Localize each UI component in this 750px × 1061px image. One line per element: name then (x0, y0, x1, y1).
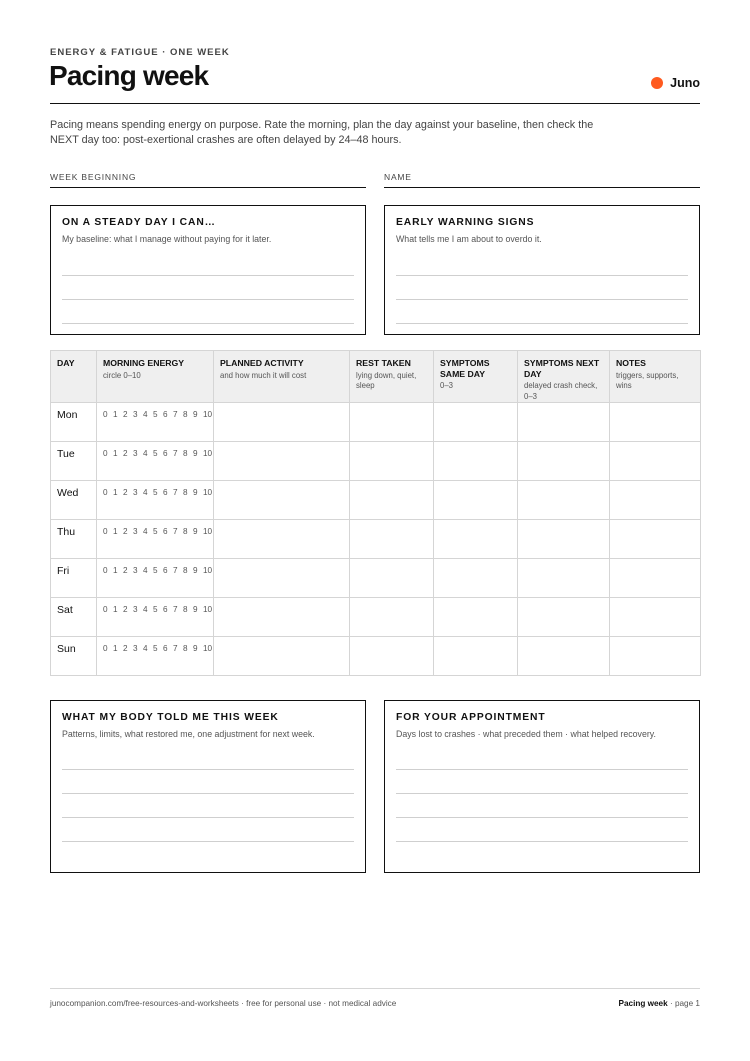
pacing-table (50, 350, 701, 676)
writing-line (62, 793, 354, 794)
energy-scale-cell[interactable] (97, 598, 214, 637)
writing-line (396, 817, 688, 818)
writing-line (396, 275, 688, 276)
energy-scale-number[interactable]: 9 (193, 527, 198, 536)
energy-scale-number[interactable]: 4 (143, 644, 148, 653)
day-label: Sat (57, 604, 73, 616)
symptoms-same-day-cell[interactable] (434, 481, 518, 520)
energy-scale-number[interactable]: 9 (193, 566, 198, 575)
notes-cell[interactable] (610, 559, 701, 598)
writing-line (62, 299, 354, 300)
energy-scale-number[interactable]: 7 (173, 566, 178, 575)
footer-text: junocompanion.com/free-resources-and-worksheets · free for personal use · not medical advice (50, 999, 397, 1008)
col-day: DAY (51, 351, 97, 403)
energy-scale-number[interactable]: 7 (173, 410, 178, 419)
energy-scale-number[interactable]: 2 (123, 488, 128, 497)
week-beginning-label: WEEK BEGINNING (50, 172, 137, 182)
energy-scale-number[interactable]: 10 (203, 527, 213, 536)
rest-taken-cell[interactable] (350, 520, 434, 559)
day-label: Tue (57, 448, 75, 460)
energy-scale-number[interactable]: 9 (193, 605, 198, 614)
energy-scale-number[interactable]: 2 (123, 566, 128, 575)
writing-line (396, 323, 688, 324)
energy-scale-number[interactable]: 0 (103, 527, 108, 536)
planned-activity-cell[interactable] (214, 481, 350, 520)
rest-taken-cell[interactable] (350, 442, 434, 481)
symptoms-same-day-cell[interactable] (434, 559, 518, 598)
rest-taken-cell[interactable] (350, 559, 434, 598)
energy-scale-number[interactable]: 4 (143, 488, 148, 497)
energy-scale-cell[interactable] (97, 481, 214, 520)
energy-scale-number[interactable]: 8 (183, 449, 188, 458)
col-planned-activity: PLANNED ACTIVITY and how much it will cost (214, 351, 350, 403)
energy-scale-number[interactable]: 8 (183, 410, 188, 419)
table-row (51, 520, 701, 559)
writing-line (62, 323, 354, 324)
energy-scale-number[interactable]: 3 (133, 644, 138, 653)
energy-scale-cell[interactable] (97, 637, 214, 676)
energy-scale-number[interactable]: 8 (183, 605, 188, 614)
energy-scale-number[interactable]: 10 (203, 488, 213, 497)
rest-taken-cell[interactable] (350, 481, 434, 520)
energy-scale-number[interactable]: 4 (143, 449, 148, 458)
energy-scale-number[interactable]: 9 (193, 410, 198, 419)
energy-scale-number[interactable]: 7 (173, 449, 178, 458)
energy-scale-number[interactable]: 0 (103, 488, 108, 497)
energy-scale-number[interactable]: 1 (113, 605, 118, 614)
energy-scale-number[interactable]: 1 (113, 644, 118, 653)
energy-scale-number[interactable]: 6 (163, 566, 168, 575)
day-cell (51, 481, 97, 520)
energy-scale-number[interactable]: 6 (163, 605, 168, 614)
energy-scale-number[interactable]: 8 (183, 566, 188, 575)
energy-scale-number[interactable]: 1 (113, 449, 118, 458)
planned-activity-cell[interactable] (214, 598, 350, 637)
footer-rule (50, 988, 700, 989)
day-cell (51, 598, 97, 637)
energy-scale-number[interactable]: 3 (133, 527, 138, 536)
symptoms-same-day-cell[interactable] (434, 520, 518, 559)
energy-scale-number[interactable]: 0 (103, 566, 108, 575)
energy-scale-number[interactable]: 10 (203, 410, 213, 419)
day-label: Thu (57, 526, 76, 538)
table-row (51, 403, 701, 442)
body-told-me-title: WHAT MY BODY TOLD ME THIS WEEK (62, 712, 279, 723)
planned-activity-cell[interactable] (214, 637, 350, 676)
energy-scale-number[interactable]: 1 (113, 566, 118, 575)
energy-scale-number[interactable]: 3 (133, 410, 138, 419)
page-title: Pacing week (49, 60, 209, 91)
col-symptoms-same-day: SYMPTOMS SAME DAY 0–3 (434, 351, 518, 403)
energy-scale-number[interactable]: 3 (133, 449, 138, 458)
energy-scale-number[interactable]: 6 (163, 410, 168, 419)
energy-scale-number[interactable]: 4 (143, 410, 148, 419)
energy-scale-number[interactable]: 5 (153, 449, 158, 458)
symptoms-next-day-cell[interactable] (518, 598, 610, 637)
symptoms-same-day-cell[interactable] (434, 403, 518, 442)
energy-scale-number[interactable]: 7 (173, 644, 178, 653)
day-cell (51, 442, 97, 481)
energy-scale-number[interactable]: 0 (103, 644, 108, 653)
writing-line (396, 841, 688, 842)
energy-scale-number[interactable]: 2 (123, 644, 128, 653)
energy-scale-number[interactable]: 10 (203, 605, 213, 614)
energy-scale-number[interactable]: 0 (103, 449, 108, 458)
writing-line (62, 769, 354, 770)
steady-day-title: ON A STEADY DAY I CAN… (62, 217, 216, 228)
writing-line (396, 769, 688, 770)
energy-scale-number[interactable]: 6 (163, 644, 168, 653)
energy-scale-number[interactable]: 10 (203, 644, 213, 653)
day-label: Mon (57, 409, 78, 421)
day-label: Sun (57, 643, 76, 655)
notes-cell[interactable] (610, 598, 701, 637)
energy-scale-number[interactable]: 8 (183, 527, 188, 536)
appointment-box[interactable] (384, 700, 700, 873)
body-told-me-subtitle: Patterns, limits, what restored me, one adjustment for next week. (62, 729, 315, 739)
table-header-row (51, 351, 701, 403)
energy-scale-cell[interactable] (97, 403, 214, 442)
energy-scale-number[interactable]: 2 (123, 527, 128, 536)
notes-cell[interactable] (610, 442, 701, 481)
energy-scale-number[interactable]: 0 (103, 410, 108, 419)
energy-scale-number[interactable]: 8 (183, 488, 188, 497)
energy-scale-number[interactable]: 4 (143, 527, 148, 536)
planned-activity-cell[interactable] (214, 403, 350, 442)
appointment-title: FOR YOUR APPOINTMENT (396, 712, 546, 723)
week-beginning-field[interactable] (50, 187, 366, 188)
energy-scale-number[interactable]: 10 (203, 449, 213, 458)
day-label: Wed (57, 487, 79, 499)
symptoms-next-day-cell[interactable] (518, 520, 610, 559)
symptoms-next-day-cell[interactable] (518, 559, 610, 598)
day-cell (51, 520, 97, 559)
warning-signs-subtitle: What tells me I am about to overdo it. (396, 234, 542, 244)
energy-scale-number[interactable]: 4 (143, 566, 148, 575)
energy-scale-number[interactable]: 5 (153, 644, 158, 653)
energy-scale-number[interactable]: 5 (153, 566, 158, 575)
notes-cell[interactable] (610, 637, 701, 676)
header-rule (50, 103, 700, 104)
energy-scale-cell[interactable] (97, 559, 214, 598)
brand-name: Juno (670, 76, 700, 90)
name-label: NAME (384, 172, 412, 182)
energy-scale-number[interactable]: 3 (133, 566, 138, 575)
rest-taken-cell[interactable] (350, 403, 434, 442)
brand-dot-icon (651, 77, 663, 89)
energy-scale-number[interactable]: 3 (133, 605, 138, 614)
energy-scale-number[interactable]: 5 (153, 605, 158, 614)
energy-scale-number[interactable]: 9 (193, 488, 198, 497)
table-row (51, 559, 701, 598)
energy-scale-number[interactable]: 10 (203, 566, 213, 575)
rest-taken-cell[interactable] (350, 598, 434, 637)
steady-day-box[interactable] (50, 205, 366, 335)
warning-signs-box[interactable] (384, 205, 700, 335)
energy-scale-number[interactable]: 2 (123, 449, 128, 458)
planned-activity-cell[interactable] (214, 442, 350, 481)
notes-cell[interactable] (610, 403, 701, 442)
symptoms-same-day-cell[interactable] (434, 598, 518, 637)
day-cell (51, 403, 97, 442)
notes-cell[interactable] (610, 481, 701, 520)
footer-page: Pacing week · page 1 (618, 999, 700, 1008)
writing-line (62, 817, 354, 818)
writing-line (62, 275, 354, 276)
table-row (51, 598, 701, 637)
col-rest-taken: REST TAKEN lying down, quiet, sleep (350, 351, 434, 403)
energy-scale-number[interactable]: 8 (183, 644, 188, 653)
writing-line (396, 299, 688, 300)
energy-scale-number[interactable]: 7 (173, 488, 178, 497)
table-row (51, 481, 701, 520)
warning-signs-title: EARLY WARNING SIGNS (396, 217, 535, 228)
eyebrow: ENERGY & FATIGUE · ONE WEEK (50, 47, 230, 58)
symptoms-next-day-cell[interactable] (518, 637, 610, 676)
energy-scale-number[interactable]: 0 (103, 605, 108, 614)
energy-scale-number[interactable]: 7 (173, 527, 178, 536)
notes-cell[interactable] (610, 520, 701, 559)
energy-scale-number[interactable]: 9 (193, 644, 198, 653)
energy-scale-cell[interactable] (97, 442, 214, 481)
planned-activity-cell[interactable] (214, 559, 350, 598)
symptoms-next-day-cell[interactable] (518, 442, 610, 481)
planned-activity-cell[interactable] (214, 520, 350, 559)
symptoms-next-day-cell[interactable] (518, 403, 610, 442)
energy-scale-number[interactable]: 9 (193, 449, 198, 458)
energy-scale-number[interactable]: 5 (153, 488, 158, 497)
energy-scale-number[interactable]: 1 (113, 410, 118, 419)
energy-scale-number[interactable]: 3 (133, 488, 138, 497)
energy-scale-number[interactable]: 4 (143, 605, 148, 614)
energy-scale-number[interactable]: 2 (123, 410, 128, 419)
energy-scale-number[interactable]: 6 (163, 488, 168, 497)
col-symptoms-next-day: SYMPTOMS NEXT DAY delayed crash check, 0–3 (518, 351, 610, 403)
col-morning-energy: MORNING ENERGY circle 0–10 (97, 351, 214, 403)
rest-taken-cell[interactable] (350, 637, 434, 676)
brand (651, 76, 700, 90)
energy-scale-number[interactable]: 7 (173, 605, 178, 614)
steady-day-subtitle: My baseline: what I manage without paying for it later. (62, 234, 272, 244)
col-notes: NOTES triggers, supports, wins (610, 351, 701, 403)
energy-scale-cell[interactable] (97, 520, 214, 559)
appointment-subtitle: Days lost to crashes · what preceded them · what helped recovery. (396, 729, 656, 739)
energy-scale-number[interactable]: 1 (113, 527, 118, 536)
body-told-me-box[interactable] (50, 700, 366, 873)
name-field[interactable] (384, 187, 700, 188)
day-cell (51, 559, 97, 598)
energy-scale-number[interactable]: 6 (163, 449, 168, 458)
energy-scale-number[interactable]: 1 (113, 488, 118, 497)
intro-text: Pacing means spending energy on purpose. Rate the morning, plan the day against your baseline, then check the NEXT day too: post-exertional crashes are often delayed by 24–48 hours. (50, 119, 594, 146)
table-row (51, 637, 701, 676)
energy-scale-number[interactable]: 6 (163, 527, 168, 536)
energy-scale-number[interactable]: 2 (123, 605, 128, 614)
table-row (51, 442, 701, 481)
day-cell (51, 637, 97, 676)
symptoms-same-day-cell[interactable] (434, 637, 518, 676)
writing-line (62, 841, 354, 842)
symptoms-next-day-cell[interactable] (518, 481, 610, 520)
day-label: Fri (57, 565, 70, 577)
energy-scale-number[interactable]: 5 (153, 410, 158, 419)
writing-line (396, 793, 688, 794)
symptoms-same-day-cell[interactable] (434, 442, 518, 481)
energy-scale-number[interactable]: 5 (153, 527, 158, 536)
